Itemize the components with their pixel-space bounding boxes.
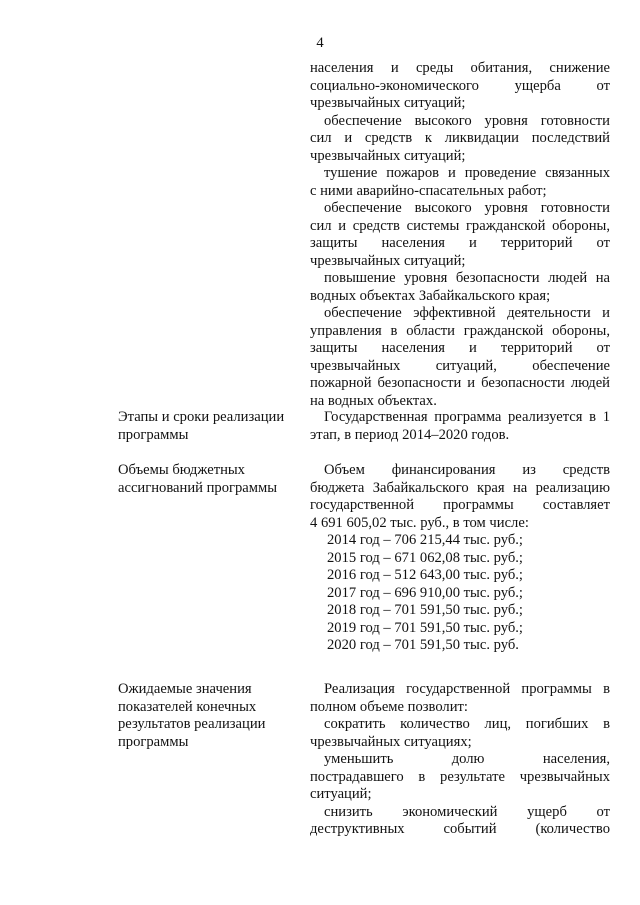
goal-line: с ними аварийно-спасательных работ; (310, 182, 547, 199)
goal-paragraph (310, 165, 610, 200)
page-number: 4 (316, 35, 324, 51)
budget-line: бюджета Забайкальского края на реализацию (310, 479, 610, 496)
results-label (118, 681, 290, 751)
stages-label (118, 409, 290, 444)
budget-year-line: 2016 год – 512 643,00 тыс. руб.; (327, 567, 523, 583)
result-paragraph (310, 804, 610, 839)
goal-line: защиты населения и территорий от (310, 340, 610, 356)
results-label-line: показателей конечных (118, 698, 257, 715)
budget-line: Объем финансирования из средств (324, 462, 610, 478)
budget-year-line: 2020 год – 701 591,50 тыс. руб. (327, 637, 519, 653)
budget-year-line: 2019 год – 701 591,50 тыс. руб.; (327, 619, 523, 636)
goal-line: чрезвычайных ситуаций; (310, 252, 466, 269)
goal-paragraph (310, 60, 610, 113)
goal-line: сил и средств к ликвидации последствий (310, 130, 610, 146)
goal-paragraph (310, 200, 610, 270)
goal-line: на водных объектах. (310, 392, 437, 409)
stages-line: этап, в период 2014–2020 годов. (310, 426, 510, 443)
goal-line: населения и среды обитания, снижение (310, 60, 610, 76)
budget-year-line: 2017 год – 696 910,00 тыс. руб.; (327, 584, 523, 601)
result-line: сократить количество лиц, погибших в (324, 716, 610, 732)
budget-line: 4 691 605,02 тыс. руб., в том числе: (310, 514, 529, 531)
budget-label-line: Объемы бюджетных (118, 462, 245, 478)
result-line: чрезвычайных ситуациях; (310, 733, 472, 750)
results-label-line: Ожидаемые значения (118, 681, 252, 697)
goal-line: сил и средств системы гражданской обороны, (310, 217, 610, 234)
goal-line: обеспечение высокого уровня готовности (324, 200, 610, 216)
result-line: уменьшить долю населения, (324, 751, 610, 767)
goal-line: защиты населения и территорий от (310, 235, 610, 251)
budget-year-line: 2015 год – 671 062,08 тыс. руб.; (327, 549, 523, 566)
result-line: полном объеме позволит: (310, 698, 468, 715)
result-paragraph (310, 751, 610, 804)
goal-line: обеспечение высокого уровня готовности (324, 112, 610, 129)
budget-label-line: ассигнований программы (118, 479, 278, 496)
goal-paragraph (310, 305, 610, 410)
goals-continuation (310, 60, 610, 410)
goal-line: повышение уровня безопасности людей на (324, 270, 610, 286)
goal-line: чрезвычайных ситуаций, обеспечение (310, 357, 610, 374)
stages-line: Государственная программа реализуется в 1 (324, 409, 610, 425)
goal-line: чрезвычайных ситуаций; (310, 95, 466, 111)
result-line: ситуаций; (310, 786, 372, 802)
stages-text (310, 409, 610, 444)
stages-label-line: Этапы и сроки реализации (118, 409, 285, 425)
result-line: снизить экономический ущерб от (324, 803, 610, 820)
goal-line: пожарной безопасности и безопасности людей (310, 375, 610, 391)
result-paragraph (310, 681, 610, 716)
goal-line: обеспечение эффективной деятельности и (324, 305, 610, 321)
result-line: пострадавшего в результате чрезвычайных (310, 768, 610, 785)
result-line: Реализация государственной программы в (324, 681, 610, 697)
budget-year-line: 2014 год – 706 215,44 тыс. руб.; (327, 532, 523, 548)
result-paragraph (310, 716, 610, 751)
budget-label (118, 462, 290, 497)
budget-line: государственной программы составляет (310, 497, 610, 513)
goal-line: тушение пожаров и проведение связанных (324, 165, 610, 181)
goal-line: водных объектах Забайкальского края; (310, 287, 551, 304)
result-line: деструктивных событий (количество (310, 821, 610, 837)
goal-paragraph (310, 113, 610, 166)
results-label-line: результатов реализации (118, 716, 266, 732)
results-label-line: программы (118, 733, 189, 750)
goal-line: чрезвычайных ситуаций; (310, 147, 466, 164)
budget-year-line: 2018 год – 701 591,50 тыс. руб.; (327, 602, 523, 618)
goal-line: управления в области гражданской обороны, (310, 322, 610, 339)
goal-paragraph (310, 270, 610, 305)
stages-label-line: программы (118, 426, 189, 443)
budget-text (310, 462, 610, 655)
results-text (310, 681, 610, 839)
goal-line: социально-экономического ущерба от (310, 77, 610, 94)
